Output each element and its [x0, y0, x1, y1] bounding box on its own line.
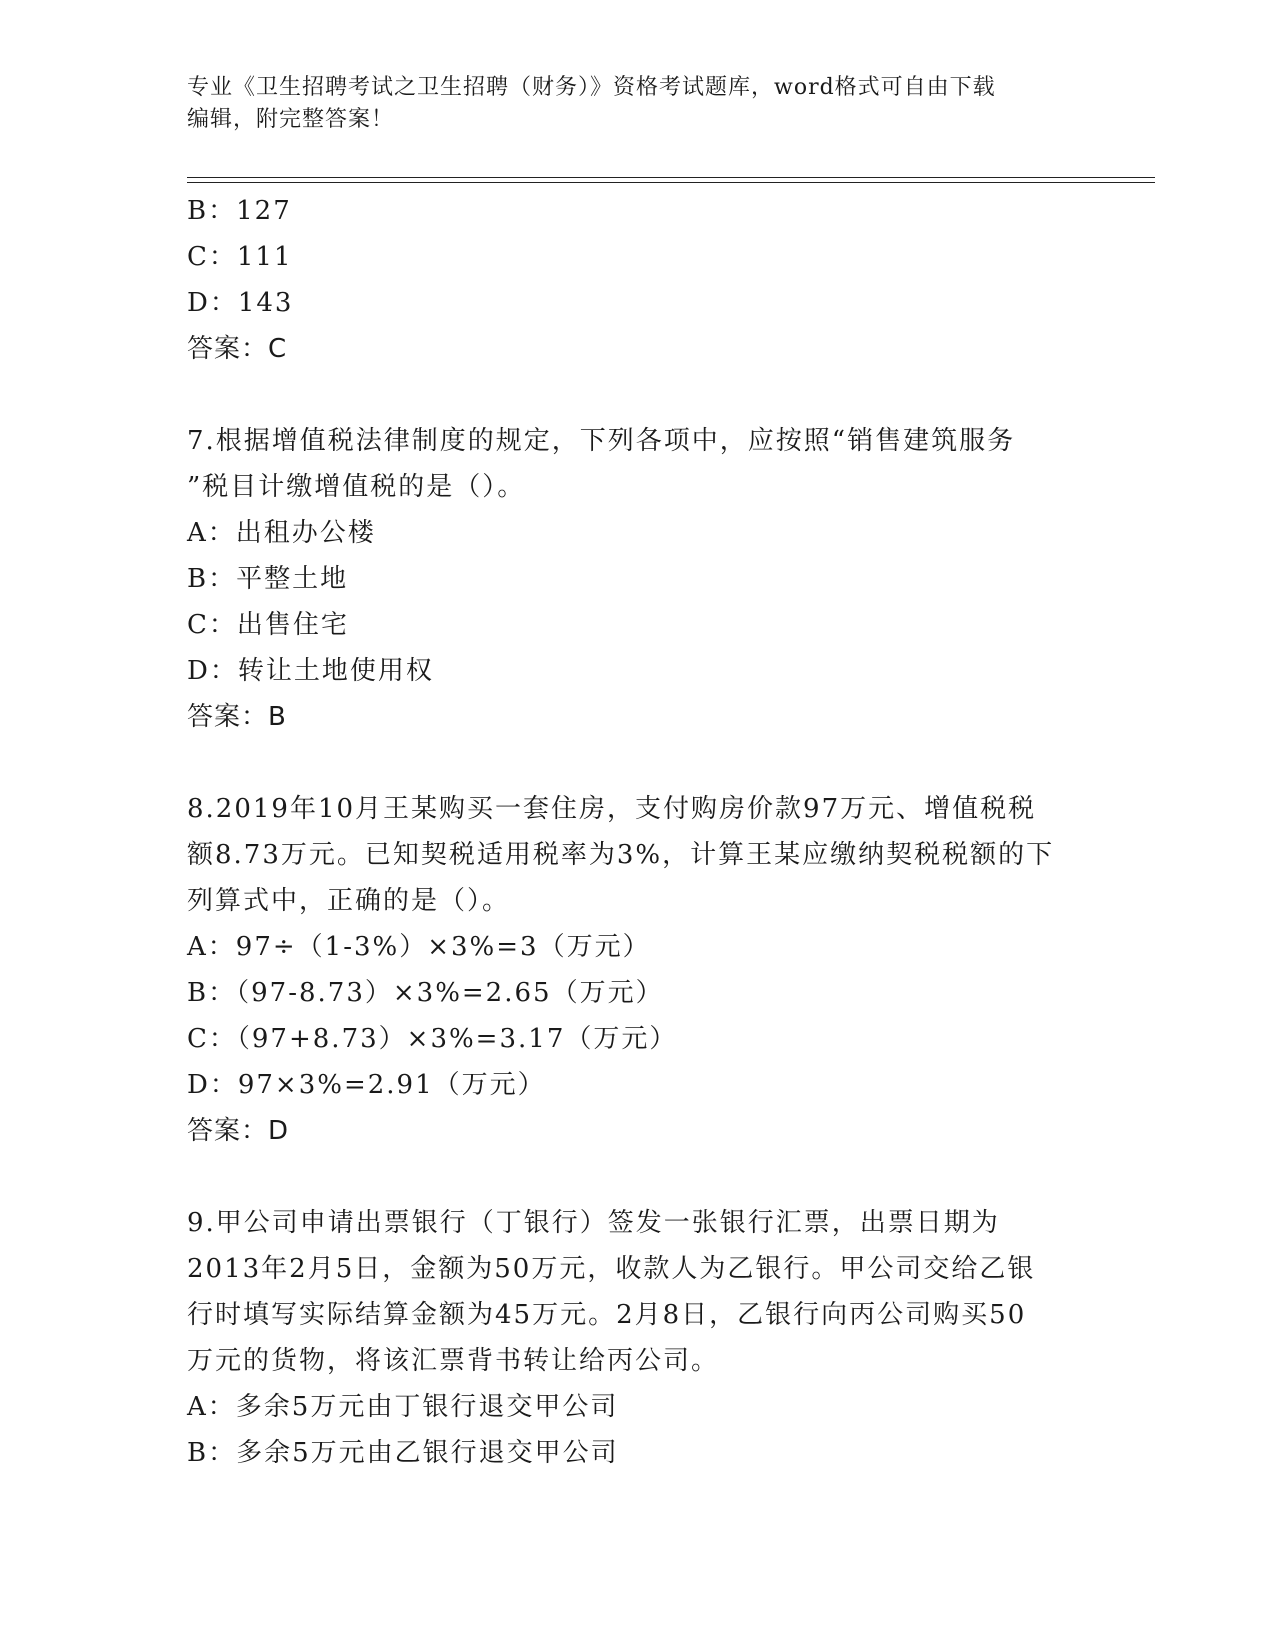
answer: 答案：B	[187, 702, 287, 732]
option-d: D：143	[187, 288, 294, 318]
spacer	[187, 1154, 1087, 1200]
spacer	[187, 372, 1087, 418]
question-stem-line: 8.2019年10月王某购买一套住房，支付购房价款97万元、增值税税	[187, 794, 1037, 824]
option-c: C：出售住宅	[187, 610, 349, 640]
answer: 答案：C	[187, 334, 288, 364]
question-content	[187, 188, 1087, 1476]
header-rule-top	[187, 177, 1155, 178]
option-d: D：转让土地使用权	[187, 656, 434, 686]
document-header	[187, 72, 1087, 136]
option-c: C：（97+8.73）×3%=3.17（万元）	[187, 1024, 678, 1054]
header-rule-bottom	[187, 182, 1155, 183]
question-stem-line: 列算式中，正确的是（）。	[187, 886, 511, 916]
option-c: C：111	[187, 242, 293, 272]
question-7	[187, 418, 1087, 740]
option-b: B：127	[187, 196, 292, 226]
question-8	[187, 786, 1087, 1154]
option-a: A：出租办公楼	[187, 518, 376, 548]
spacer	[187, 740, 1087, 786]
option-b: B：（97-8.73）×3%=2.65（万元）	[187, 978, 664, 1008]
question-9	[187, 1200, 1087, 1476]
option-a: A：97÷（1-3%）×3%=3（万元）	[187, 932, 651, 962]
option-b: B：平整土地	[187, 564, 349, 594]
question-stem-line: 行时填写实际结算金额为45万元。2月8日，乙银行向丙公司购买50	[187, 1300, 1027, 1330]
question-stem-line: 2013年2月5日，金额为50万元，收款人为乙银行。甲公司交给乙银	[187, 1254, 1036, 1284]
answer: 答案：D	[187, 1116, 290, 1146]
question-stem-line: 7.根据增值税法律制度的规定，下列各项中，应按照“销售建筑服务	[187, 426, 1016, 456]
question-stem-line: 9.甲公司申请出票银行（丁银行）签发一张银行汇票，出票日期为	[187, 1208, 1000, 1238]
header-line-2: 编辑，附完整答案！	[187, 107, 395, 132]
header-line-1: 专业《卫生招聘考试之卫生招聘（财务）》资格考试题库，word格式可自由下载	[187, 75, 996, 100]
option-a: A：多余5万元由丁银行退交甲公司	[187, 1392, 619, 1422]
option-d: D：97×3%=2.91（万元）	[187, 1070, 546, 1100]
question-stem-line: 额8.73万元。已知契税适用税率为3%，计算王某应缴纳契税税额的下	[187, 840, 1055, 870]
question-stem-line: 万元的货物，将该汇票背书转让给丙公司。	[187, 1346, 720, 1376]
question-stem-line: ”税目计缴增值税的是（）。	[187, 472, 526, 502]
question-6	[187, 188, 1087, 372]
option-b: B：多余5万元由乙银行退交甲公司	[187, 1438, 619, 1468]
